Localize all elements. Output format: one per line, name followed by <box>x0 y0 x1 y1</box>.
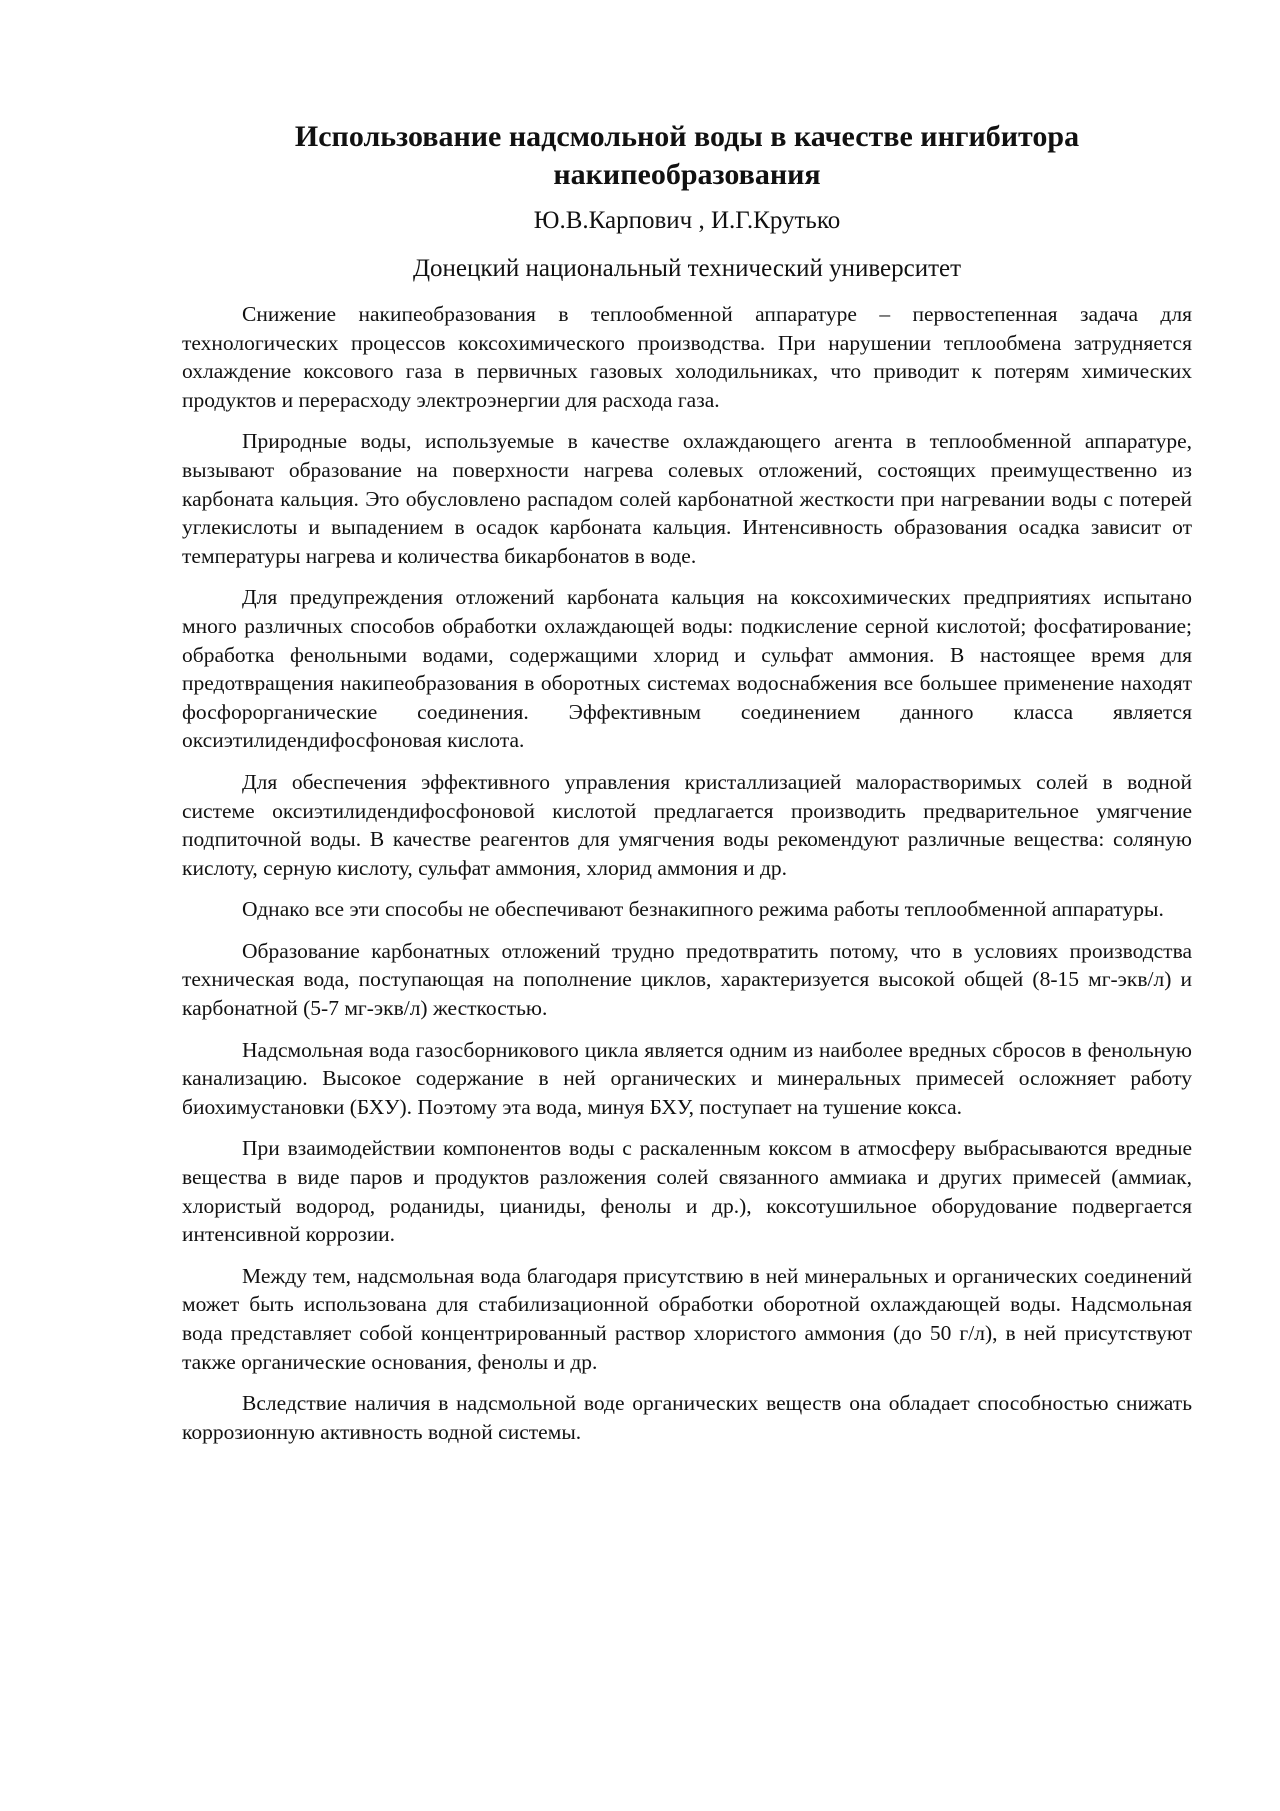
document-page <box>182 118 1192 1459</box>
paragraph: Однако все эти способы не обеспечивают безнакипного режима работы теплообменной аппаратуры. <box>242 897 1164 922</box>
paragraph: Надсмольная вода газосборникового цикла является одним из наиболее вредных сбросов в фенольную канализацию. Высокое содержание в ней органических и минеральных примесей осложняет работу биохимустановки (БХУ). Поэтому эта вода, минуя БХУ, поступает на тушение кокса. <box>182 1037 1192 1119</box>
paragraph: Для обеспечения эффективного управления кристаллизацией малорастворимых солей в водной системе оксиэтилидендифосфоновой кислотой предлагается производить предварительное умягчение подпиточной воды. В качестве реагентов для умягчения воды рекомендуют различные вещества: соляную кислоту, серную кислоту, сульфат аммония, хлорид аммония и др. <box>182 769 1192 880</box>
paragraph: Снижение накипеобразования в теплообменной аппаратуре – первостепенная задача для технологических процессов коксохимического производства. При нарушении теплообмена затрудняется охлаждение коксового газа в первичных газовых холодильниках, что приводит к потерям химических продуктов и перерасходу электроэнергии для расхода газа. <box>182 302 1192 412</box>
paragraph: Природные воды, используемые в качестве охлаждающего агента в теплообменной аппаратуре, вызывают образование на поверхности нагрева солевых отложений, состоящих преимущественно из карбоната кальция. Это обусловлено распадом солей карбонатной жесткости при нагревании воды с потерей углекислоты и выпадением в осадок карбоната кальция. Интенсивность образования осадка зависит от температуры нагрева и количества бикарбонатов в воде. <box>182 429 1192 568</box>
authors: Ю.В.Карпович , И.Г.Крутько <box>533 207 841 234</box>
paragraph: Для предупреждения отложений карбоната кальция на коксохимических предприятиях испытано много различных способов обработки охлаждающей воды: подкисление серной кислотой; фосфатирование; обработка фенольными водами, содержащими хлорид и сульфат аммония. В настоящее время для предотвращения накипеобразования в оборотных системах водоснабжения все большее применение находят фосфорорганические соединения. Эффективным соединением данного класса является оксиэтилидендифосфоновая кислота. <box>182 585 1192 753</box>
paragraph: Вследствие наличия в надсмольной воде органических веществ она обладает способностью снижать коррозионную активность водной системы. <box>182 1391 1192 1444</box>
paragraph: При взаимодействии компонентов воды с раскаленным коксом в атмосферу выбрасываются вредные вещества в виде паров и продуктов разложения солей связанного аммиака и других примесей (аммиак, хлористый водород, роданиды, цианиды, фенолы и др.), коксотушильное оборудование подвергается интенсивной коррозии. <box>182 1136 1192 1247</box>
paragraph: Между тем, надсмольная вода благодаря присутствию в ней минеральных и органических соединений может быть использована для стабилизационной обработки оборотной охлаждающей воды. Надсмольная вода представляет собой концентрированный раствор хлористого аммония (до 50 г/л), в ней присутствуют также органические основания, фенолы и др. <box>182 1263 1192 1374</box>
paragraph: Образование карбонатных отложений трудно предотвратить потому, что в условиях производства техническая вода, поступающая на пополнение циклов, характеризуется высокой общей (8-15 мг-экв/л) и карбонатной (5-7 мг-экв/л) жесткостью. <box>182 938 1192 1021</box>
body-text <box>182 300 1192 1446</box>
affiliation: Донецкий национальный технический университет <box>412 255 962 282</box>
paper-title: Использование надсмольной воды в качестве ингибитора накипеобразования <box>294 120 1080 191</box>
